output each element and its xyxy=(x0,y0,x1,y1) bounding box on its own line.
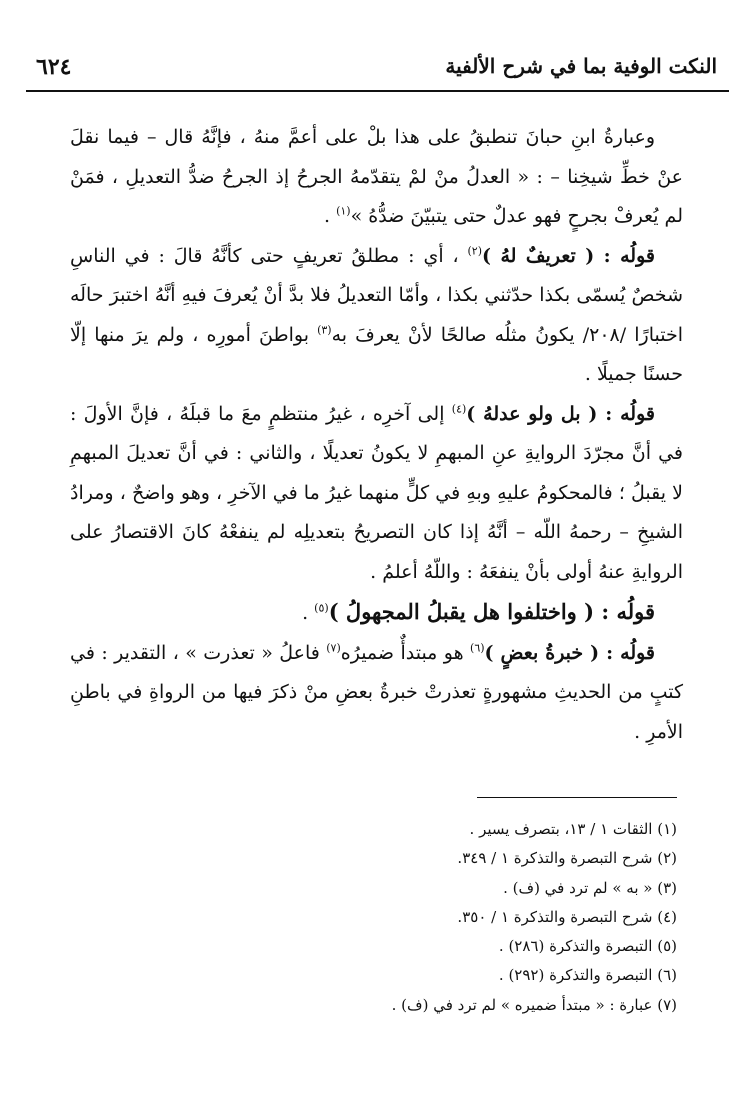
footnote-6: (٦) التبصرة والتذكرة (٢٩٢) . xyxy=(498,966,677,985)
footnote-ref: (٧) xyxy=(326,641,341,655)
footnotes xyxy=(70,815,677,1020)
footnote-2: (٢) شرح التبصرة والتذكرة ١ / ٣٤٩. xyxy=(457,849,677,868)
paragraph-end: . xyxy=(323,205,337,227)
footnote-ref: (٥) xyxy=(314,601,329,615)
footnote-ref: (٤) xyxy=(451,402,467,416)
paragraph-adalah xyxy=(70,395,683,593)
footnote-7: (٧) عبارة : « مبتدأ ضميره » لم ترد في (ف) . xyxy=(391,995,677,1014)
paragraph-text: هو مبتدأٌ ضميرُه xyxy=(340,641,471,664)
footnote-ref: (٣) xyxy=(317,323,332,337)
footnote-ref: (٦) xyxy=(470,641,485,655)
footnote-4: (٤) شرح التبصرة والتذكرة ١ / ٣٥٠. xyxy=(457,907,677,926)
book-title: النكت الوفية بما في شرح الألفية xyxy=(445,54,717,78)
paragraph-text: إلى آخرِه ، غيرُ منتظمٍ معَ ما قبلَهُ ، فإنَّ الأولَ : في أنَّ مجرّدَ الروايةِ عنِ المبهمِ لا يكونُ تعديلًا ، والثاني : في أنَّ تعديلَ المبهمِ لا يقبلُ ؛ فالمحكومُ عليهِ وبهِ في كلٍّ منهما غيرُ ما في الآخرِ ، وهو واضحٌ ، ومرادُ الشيخِ – رحمهُ اللّه – أنَّهُ إذا كان التصريحُ بتعديلِه لم ينفعْهُ كانَ الاقتصارُ على الروايةِ عنهُ أولى بأنْ ينفعَهُ : واللّهُ أعلمُ . xyxy=(70,402,683,583)
lemma-heading: قولُه : ( تعريفٌ لهُ ) xyxy=(482,244,655,267)
main-text xyxy=(70,118,683,752)
paragraph-tarif xyxy=(70,237,683,395)
paragraph-khibrah xyxy=(70,634,683,753)
footnote-1: (١) الثقات ١ / ١٣، بتصرف يسير . xyxy=(469,820,677,838)
footnote-separator xyxy=(477,797,677,798)
lemma-heading: قولُه : ( خبرةُ بعضٍ ) xyxy=(484,641,655,664)
paragraph-text: فاعلُ « تعذرت » ، التقدير : في كتبٍ من الحديثِ مشهورةٍ تعذرتْ خبرةُ بعضِ منْ ذكرَ فيها من الرواةِ في باطنِ الأمرِ . xyxy=(70,641,683,743)
lemma-heading: قولُه : ( بل ولو عدلهُ ) xyxy=(466,402,655,425)
paragraph-ibn-hibban xyxy=(70,118,683,237)
paragraph-end: . xyxy=(302,602,315,624)
page-number: ٦٢٤ xyxy=(36,54,72,80)
lemma-heading: قولُه : ( واختلفوا هل يقبلُ المجهولُ ) xyxy=(328,599,655,624)
running-header xyxy=(26,52,729,92)
footnote-3: (٣) « به » لم ترد في (ف) . xyxy=(503,878,677,897)
paragraph-text: وعبارةُ ابنِ حبانَ تنطبقُ على هذا بلْ على أعمَّ منهُ ، فإنَّهُ قال – فيما نقلَ عنْ خطِّ شيخِنا – : « العدلُ منْ لمْ يتقدّمهُ الجرحُ إذ الجرحُ ضدُّ التعديلِ ، فمَنْ لم يُعرفْ بجرحٍ فهو عدلٌ حتى يتبيّنَ ضدُّهُ » xyxy=(70,126,683,227)
paragraph-majhul xyxy=(70,592,683,634)
footnote-5: (٥) التبصرة والتذكرة (٢٨٦) . xyxy=(498,937,677,956)
footnote-ref: (٢) xyxy=(467,244,483,258)
paragraph-text: بواطنَ أمورِه ، ولم يرَ منها إلّا حسنًا جميلًا . xyxy=(70,323,683,385)
paragraph-text: ، أي : مطلقُ تعريفٍ حتى كأنَّهُ قالَ : في الناسِ شخصٌ يُسمّى بكذا حدّثني بكذا ، وأمّا التعديلُ فلا بدَّ أنْ يُعرفَ فيهِ أنَّهُ اختبرَ حالَه اختبارًا /٢٠٨/ يكونُ مثلُه صالحًا لأنْ يعرفَ به xyxy=(70,244,683,346)
footnote-ref: (١) xyxy=(336,204,351,218)
